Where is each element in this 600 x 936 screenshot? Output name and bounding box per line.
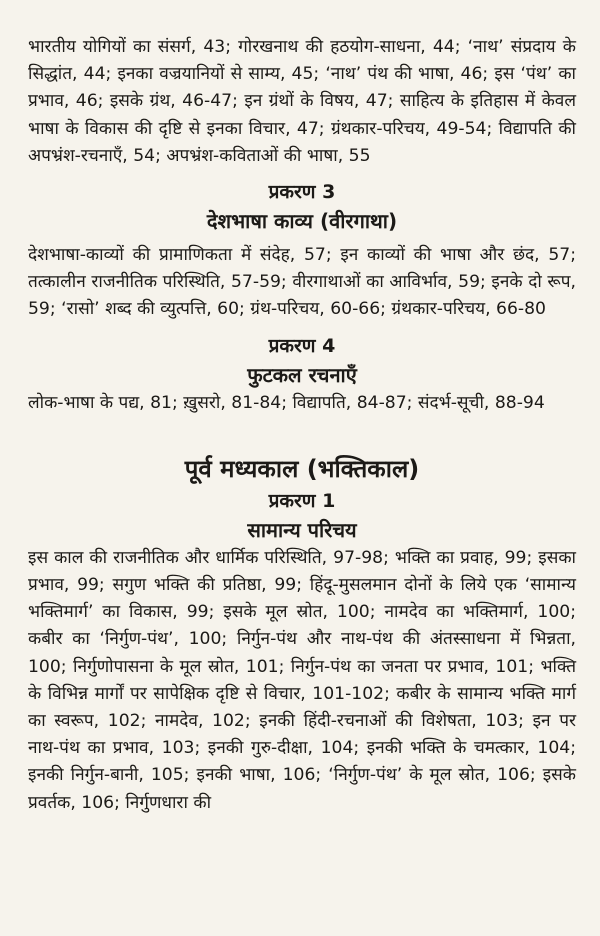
toc-paragraph-phutkal: लोक-भाषा के पद्य, 81; ख़ुसरो, 81-84; विद्यापति, 84-87; संदर्भ-सूची, 88-94 — [28, 392, 545, 413]
chapter-3-title: देशभाषा काव्य (वीरगाथा) — [206, 209, 398, 234]
chapter-4-heading: प्रकरण 4 — [268, 334, 336, 357]
chapter-1-title: सामान्य परिचय — [247, 517, 357, 542]
chapter-4-title: फुटकल रचनाएँ — [247, 362, 357, 387]
toc-paragraph-nath-panth: भारतीय योगियों का संसर्ग, 43; गोरखनाथ की हठयोग-साधना, 44; ‘नाथ’ संप्रदाय के सिद्धांत, 44; इनका वज्रयानियों से साम्य, 45; ‘नाथ’ पंथ की भाषा, 46; इस ‘पंथ’ का प्रभाव, 46; इसके ग्रंथ, 46-47; इन ग्रंथों के विषय, 47; साहित्य के इतिहास में केवल भाषा के विकास की दृष्टि से इनका विचार, 47; ग्रंथकार-परिचय, 49-54; विद्यापति की अपभ्रंश-रचनाएँ, 54; अपभ्रंश-कविताओं की भाषा, 55 — [28, 37, 576, 166]
period-title: पूर्व मध्यकाल (भक्तिकाल) — [184, 454, 420, 483]
toc-paragraph-bhaktikal: इस काल की राजनीतिक और धार्मिक परिस्थिति, 97-98; भक्ति का प्रवाह, 99; इसका प्रभाव, 99; सगुण भक्ति की प्रतिष्ठा, 99; हिंदू-मुसलमान दोनों के लिये एक ‘सामान्य भक्तिमार्ग’ का विकास, 99; इसके मूल स्रोत, 100; नामदेव का भक्तिमार्ग, 100; कबीर का ‘निर्गुण-पंथ’, 100; निर्गुन-पंथ और नाथ-पंथ की अंतस्साधना में भिन्नता, 100; निर्गुणोपासना के मूल स्रोत, 101; निर्गुन-पंथ का जनता पर प्रभाव, 101; भक्ति के विभिन्न मार्गों पर सापेक्षिक दृष्टि से विचार, 101-102; कबीर के सामान्य भक्ति मार्ग का स्वरूप, 102; नामदेव, 102; इनकी हिंदी-रचनाओं की विशेषता, 103; इन पर नाथ-पंथ का प्रभाव, 103; इनकी गुरु-दीक्षा, 104; इनकी भक्ति के चमत्कार, 104; इनकी निर्गुन-बानी, 105; इनकी भाषा, 106; ‘निर्गुण-पंथ’ के मूल स्रोत, 106; इसके प्रवर्तक, 106; निर्गुणधारा की — [28, 547, 576, 813]
chapter-1-heading: प्रकरण 1 — [268, 489, 336, 512]
toc-paragraph-veergatha: देशभाषा-काव्यों की प्रामाणिकता में संदेह, 57; इन काव्यों की भाषा और छंद, 57; तत्कालीन राजनीतिक परिस्थिति, 57-59; वीरगाथाओं का आविर्भाव, 59; इनके दो रूप, 59; ‘रासो’ शब्द की व्युत्पत्ति, 60; ग्रंथ-परिचय, 60-66; ग्रंथकार-परिचय, 66-80 — [28, 245, 576, 320]
chapter-3-heading: प्रकरण 3 — [268, 181, 336, 204]
